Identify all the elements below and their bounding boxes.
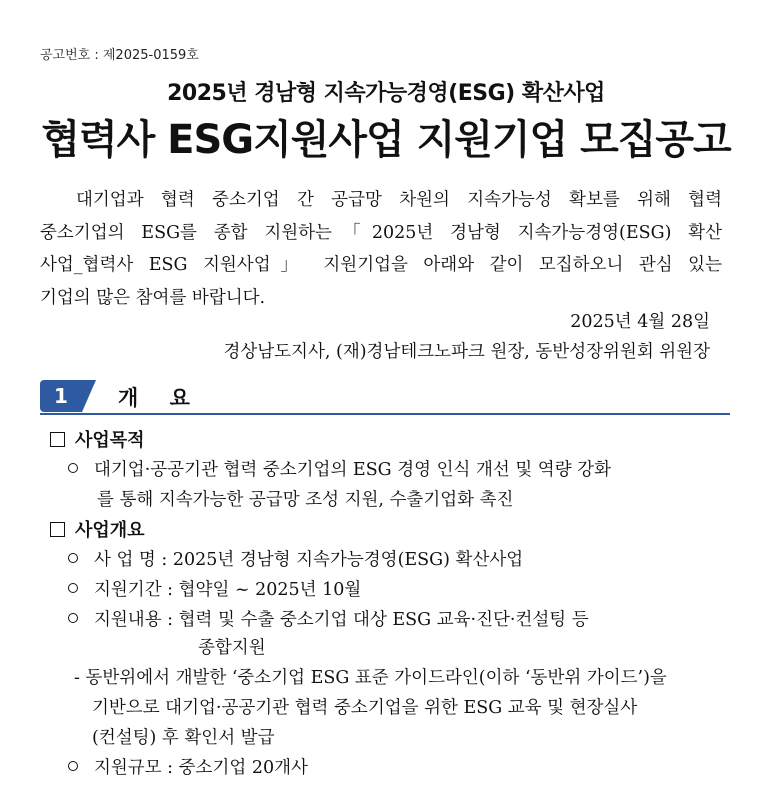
circle-bullet-icon [68, 463, 78, 473]
purpose-line-2: 를 통해 지속가능한 공급망 조성 지원, 수출기업화 촉진 [97, 490, 514, 510]
section-number: 1 [40, 380, 82, 412]
overview-name-line: 사 업 명 : 2025년 경남형 지속가능경영(ESG) 확산사업 [94, 550, 524, 570]
overview-note-line-2: 기반으로 대기업·공공기관 협력 중소기업을 위한 ESG 교육 및 현장실사 [92, 698, 638, 718]
purpose-item [68, 456, 611, 481]
intro-line: 기업의 많은 참여를 바랍니다. [40, 287, 266, 308]
intro-line: 중소기업의 ESG를 종합 지원하는「2025년 경남형 지속가능경영(ESG) 확산 [40, 222, 722, 243]
overview-heading-row [50, 516, 145, 542]
notice-date: 2025년 4월 28일 [570, 312, 710, 332]
notice-sender: 경상남도지사, (재)경남테크노파크 원장, 동반성장위원회 위원장 [223, 342, 710, 362]
intro-line: 대기업과 협력 중소기업 간 공급망 차원의 지속가능성 확보를 위해 협력 [76, 190, 722, 210]
overview-period-item [68, 576, 361, 601]
notice-number: 공고번호 : 제2025-0159호 [40, 48, 199, 63]
purpose-line-1: 대기업·공공기관 협력 중소기업의 ESG 경영 인식 개선 및 역량 강화 [94, 460, 611, 480]
square-bullet-icon [50, 522, 65, 537]
circle-bullet-icon [68, 761, 78, 771]
overview-heading: 사업개요 [75, 520, 145, 541]
overview-content-line-2: 종합지원 [198, 638, 266, 658]
circle-bullet-icon [68, 613, 78, 623]
section-number-slant [82, 380, 96, 412]
overview-note-line-1: - 동반위에서 개발한 ‘중소기업 ESG 표준 가이드라인(이하 ‘동반위 가이드’)을 [74, 668, 667, 688]
overview-scale-item [68, 754, 308, 779]
circle-bullet-icon [68, 583, 78, 593]
overview-note-line-3: (컨설팅) 후 확인서 발급 [92, 728, 275, 748]
overview-scale-line: 지원규모 : 중소기업 20개사 [94, 758, 308, 778]
title-line-1: 2025년 경남형 지속가능경영(ESG) 확산사업 [167, 81, 605, 106]
square-bullet-icon [50, 432, 65, 447]
intro-line: 사업_협력사 ESG 지원사업」 지원기업을 아래와 같이 모집하오니 관심 있는 [40, 255, 722, 275]
circle-bullet-icon [68, 553, 78, 563]
section-title: 개 요 [118, 386, 202, 410]
section-underline [40, 413, 730, 415]
overview-name-item [68, 546, 523, 571]
overview-content-item [68, 606, 589, 631]
title-line-2: 협력사 ESG지원사업 지원기업 모집공고 [41, 117, 731, 163]
intro-paragraph [40, 184, 722, 314]
section-header [40, 380, 730, 416]
overview-content-line-1: 지원내용 : 협력 및 수출 중소기업 대상 ESG 교육·진단·컨설팅 등 [94, 610, 589, 630]
purpose-heading-row [50, 426, 145, 452]
overview-period-line: 지원기간 : 협약일 ~ 2025년 10월 [94, 580, 362, 600]
purpose-heading: 사업목적 [75, 430, 145, 451]
